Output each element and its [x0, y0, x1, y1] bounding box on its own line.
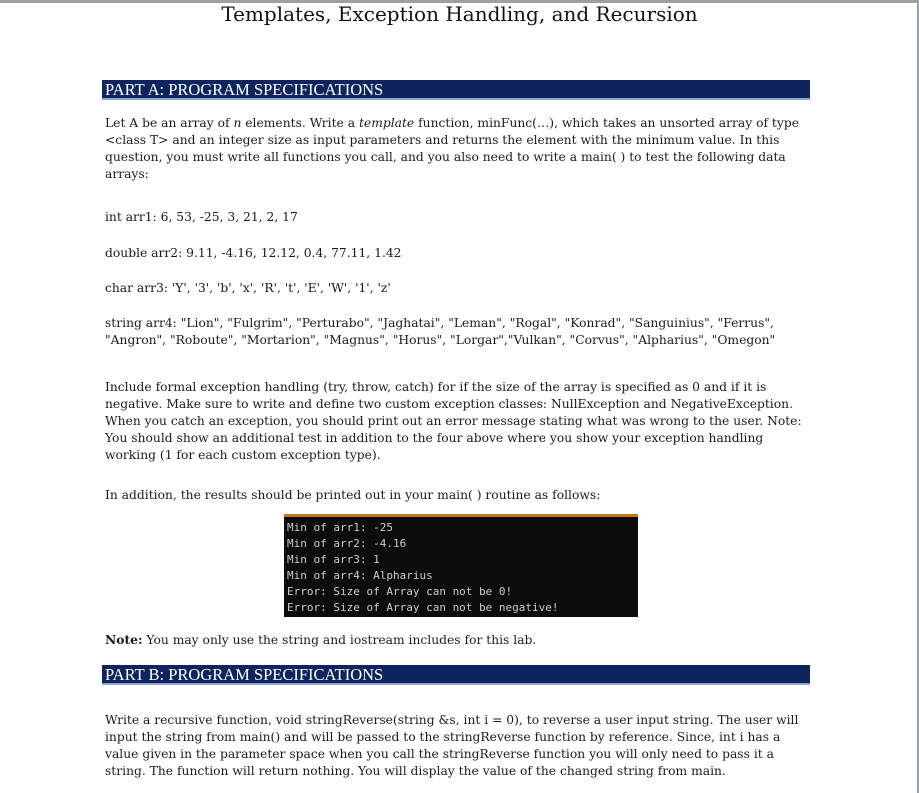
note-paragraph: Note: You may only use the string and iostream includes for this lab.	[105, 632, 537, 647]
console-line: Min of arr4: Alpharius	[287, 569, 433, 582]
console-line: Min of arr3: 1	[287, 553, 380, 566]
results-intro: In addition, the results should be printed out in your main( ) routine as follows:	[105, 488, 601, 502]
part-b-paragraph: Write a recursive function, void stringReverse(string &s, int i = 0), to reverse a user input string. The user will input the string from main() and will be passed to the stringReverse function by reference. Since, int i has a value given in the parameter space when you call the stringReverse function you will only need to pass it a string. The function will return nothing. You will display the value of the changed string from main.	[105, 713, 799, 778]
array-arr1: int arr1: 6, 53, -25, 3, 21, 2, 17	[105, 210, 298, 224]
part-b-header: PART B: PROGRAM SPECIFICATIONS	[102, 665, 810, 685]
array-arr4: string arr4: "Lion", "Fulgrim", "Perturabo", "Jaghatai", "Leman", "Rogal", "Konrad", "Sanguinius", "Ferrus", "Angron", "Roboute", "Mortarion", "Magnus", "Horus", "Lorgar","Vulkan", "Corvus", "Alpharius", "Omegon"	[105, 316, 776, 347]
part-a-intro: Let A be an array of n elements. Write a template function, minFunc(…), which takes an unsorted array of type <class T> and an integer size as input parameters and returns the element with the minimum value. In this question, you must write all functions you call, and you also need to write a main( ) to test the following data arrays:	[105, 116, 799, 181]
document-title: Templates, Exception Handling, and Recursion	[221, 2, 698, 26]
note-label: Note:	[105, 632, 143, 647]
part-a-header: PART A: PROGRAM SPECIFICATIONS	[102, 80, 810, 100]
console-line: Min of arr2: -4.16	[287, 537, 407, 550]
exceptions-paragraph: Include formal exception handling (try, throw, catch) for if the size of the array is specified as 0 and if it is negative. Make sure to write and define two custom exception classes: NullException and NegativeException. When you catch an exception, you should print out an error message stating what was wrong to the user. Note: You should show an additional test in addition to the four above where you show your exception handling working (1 for each custom exception type).	[105, 380, 802, 462]
array-arr2: double arr2: 9.11, -4.16, 12.12, 0.4, 77.11, 1.42	[105, 246, 402, 260]
console-line: Error: Size of Array can not be negative!	[287, 601, 559, 614]
array-arr3: char arr3: 'Y', '3', 'b', 'x', 'R', 't', 'E', 'W', '1', 'z'	[105, 281, 391, 295]
console-line: Min of arr1: -25	[287, 521, 393, 534]
console-output	[284, 514, 638, 617]
console-line: Error: Size of Array can not be 0!	[287, 585, 513, 598]
